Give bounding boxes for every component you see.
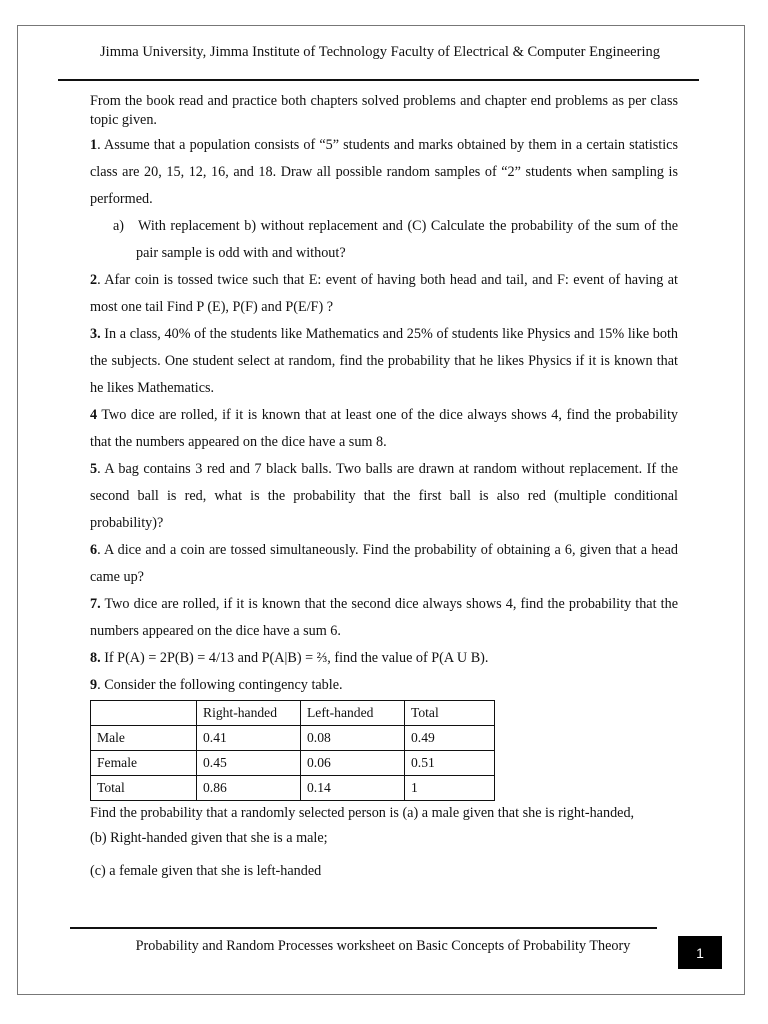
contingency-table (90, 700, 495, 801)
question-number: 4 (90, 407, 98, 423)
table-cell: 0.45 (197, 751, 301, 776)
table-cell: 0.51 (405, 751, 495, 776)
page-header: Jimma University, Jimma Institute of Technology Faculty of Electrical & Computer Engineering (100, 44, 660, 60)
question-text: Two dice are rolled, if it is known that the second dice always shows 4, find the probability that the numbers appeared on the dice have a sum 6. (90, 596, 678, 639)
question-8 (90, 645, 678, 672)
question-number: 5 (90, 461, 98, 477)
worksheet-content (90, 92, 678, 884)
table-cell: 0.86 (197, 776, 301, 801)
table-header-cell: Total (405, 701, 495, 726)
table-cell: 0.49 (405, 726, 495, 751)
table-cell: Female (91, 751, 197, 776)
contingency-table-wrapper (90, 700, 678, 801)
table-row (91, 776, 495, 801)
page-number: 1 (678, 936, 722, 969)
question-6 (90, 537, 678, 591)
table-cell: Male (91, 726, 197, 751)
question-7 (90, 591, 678, 645)
question-number: 3. (90, 326, 101, 342)
table-cell: 0.06 (301, 751, 405, 776)
table-header-cell: Right-handed (197, 701, 301, 726)
question-9-part-b: (b) Right-handed given that she is a male; (90, 830, 328, 846)
question-text: If P(A) = 2P(B) = 4/13 and P(A|B) = ⅔, find the value of P(A U B). (100, 650, 489, 666)
table-cell: 0.14 (301, 776, 405, 801)
header-divider (58, 79, 699, 81)
table-header-cell (91, 701, 197, 726)
subpart-text: With replacement b) without replacement and (C) Calculate the probability of the sum of the pair sample is odd with and without? (136, 218, 678, 261)
question-number: 6 (90, 542, 98, 558)
question-text: . Assume that a population consists of “5” students and marks obtained by them in a certain statistics class are 20, 15, 12, 16, and 18. Draw all possible random samples of “2” students when sampling is performed. (90, 137, 678, 207)
question-number: 2 (90, 272, 98, 288)
question-5 (90, 456, 678, 537)
question-text: . A dice and a coin are tossed simultaneously. Find the probability of obtaining a 6, given that a head came up? (90, 542, 678, 585)
question-text: In a class, 40% of the students like Mathematics and 25% of students like Physics and 15% like both the subjects. One student select at random, find the probability that he likes Physics if it is known that he likes Mathematics. (90, 326, 678, 396)
table-cell: Total (91, 776, 197, 801)
question-2 (90, 267, 678, 321)
question-4 (90, 402, 678, 456)
question-9 (90, 672, 678, 699)
spacer (90, 851, 678, 859)
question-number: 8. (90, 650, 101, 666)
question-text: Two dice are rolled, if it is known that at least one of the dice always shows 4, find the probability that the numbers appeared on the dice have a sum 8. (90, 407, 678, 450)
table-cell: 1 (405, 776, 495, 801)
question-1-subparts (90, 213, 678, 267)
question-9-part-c: (c) a female given that she is left-handed (90, 863, 322, 879)
table-row (91, 751, 495, 776)
page-footer: Probability and Random Processes worksheet on Basic Concepts of Probability Theory (135, 938, 631, 954)
question-9-part-a: Find the probability that a randomly selected person is (a) a male given that she is right-handed, (90, 805, 635, 821)
question-number: 1 (90, 137, 98, 153)
question-number: 7. (90, 596, 101, 612)
question-text: . Consider the following contingency table. (97, 677, 343, 693)
question-1 (90, 132, 678, 213)
question-number: 9 (90, 677, 98, 693)
question-3 (90, 321, 678, 402)
table-cell: 0.08 (301, 726, 405, 751)
table-header-row (91, 701, 495, 726)
question-text: . Afar coin is tossed twice such that E: event of having both head and tail, and F: event of having at most one tail Find P (E), P(F) and P(E/F) ? (90, 272, 678, 315)
footer-divider (70, 927, 657, 929)
table-row (91, 726, 495, 751)
question-text: . A bag contains 3 red and 7 black balls. Two balls are drawn at random without replacement. If the second ball is red, what is the probability that the first ball is also red (multiple conditional probability)? (90, 461, 678, 531)
intro-text: From the book read and practice both chapters solved problems and chapter end problems as per class topic given. (90, 93, 678, 128)
table-header-cell: Left-handed (301, 701, 405, 726)
table-cell: 0.41 (197, 726, 301, 751)
subpart-label: a) (113, 218, 125, 234)
